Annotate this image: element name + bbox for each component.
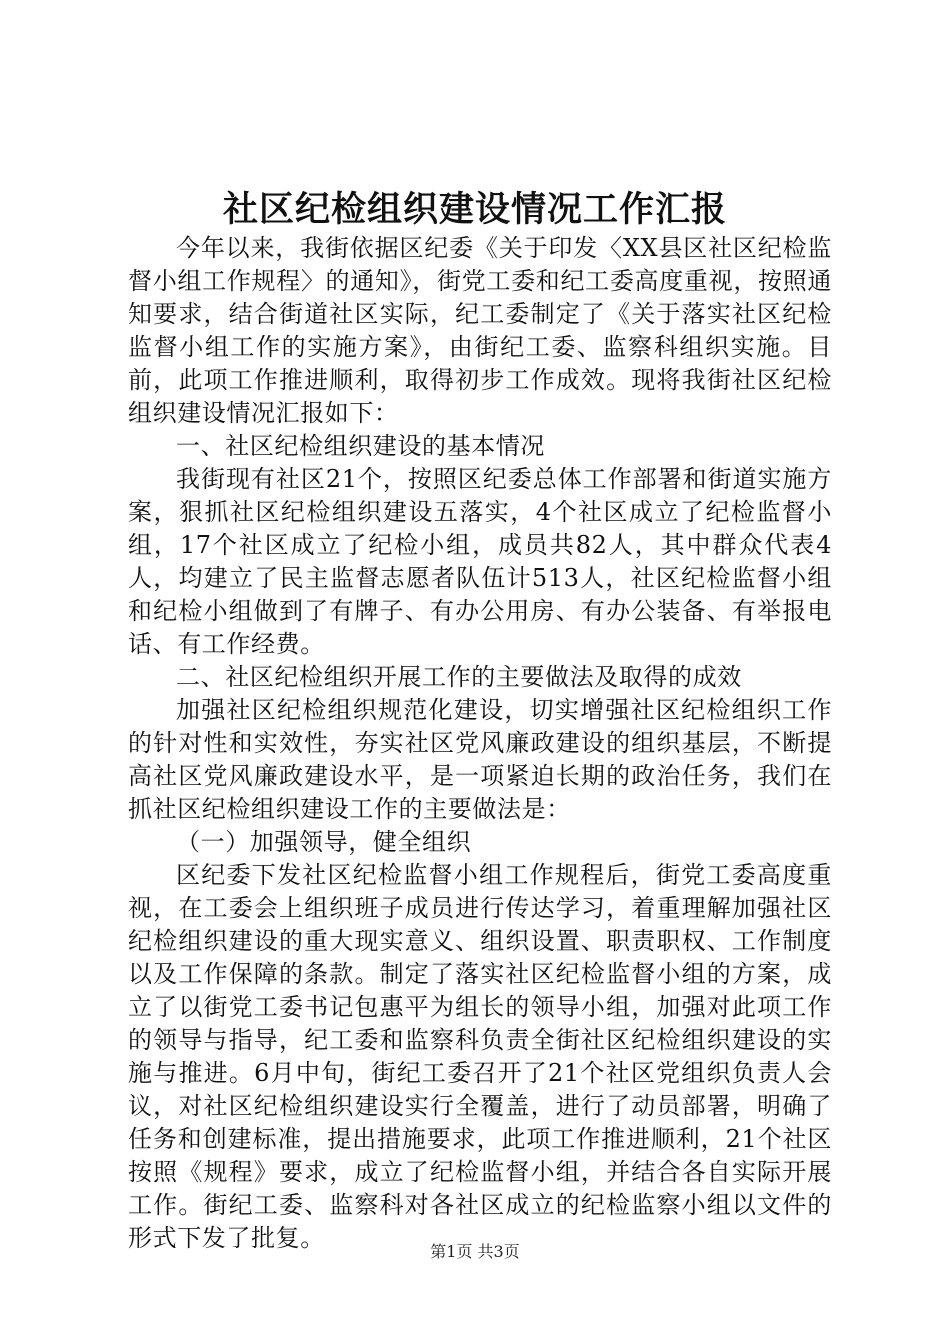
document-title: 社区纪检组织建设情况工作汇报 <box>222 189 727 230</box>
paragraph-basic-situation: 我街现有社区21个，按照区纪委总体工作部署和街道实施方案，狠抓社区纪检组织建设五落实，4个社区成立了纪检监督小组，17个社区成立了纪检小组，成员共82人，其中群众代表4人，均建立了民主监督志愿者队伍计513人，社区纪检监督小组和纪检小组做到了有牌子、有办公用房、有办公装备、有举报电话、有工作经费。 <box>128 465 832 658</box>
section-heading-1: 一、社区纪检组织建设的基本情况 <box>176 432 545 460</box>
document-body <box>128 232 832 1255</box>
paragraph-leadership: 区纪委下发社区纪检监督小组工作规程后，街党工委高度重视，在工委会上组织班子成员进行传达学习，着重理解加强社区纪检组织建设的重大现实意义、组织设置、职责职权、工作制度以及工作保障的条款。制定了落实社区纪检监督小组的方案，成立了以街党工委书记包惠平为组长的领导小组，加强对此项工作的领导与指导，纪工委和监察科负责全街社区纪检组织建设的实施与推进。6月中旬，街纪工委召开了21个社区党组织负责人会议，对社区纪检组织建设实行全覆盖，进行了动员部署，明确了任务和创建标准，提出措施要求，此项工作推进顺利，21个社区按照《规程》要求，成立了纪检监督小组，并结合各自实际开展工作。街纪工委、监察科对各社区成立的纪检监察小组以文件的形式下发了批复。 <box>128 861 832 1252</box>
page-number-footer: 第1页 共3页 <box>430 1242 520 1261</box>
section-heading-2: 二、社区纪检组织开展工作的主要做法及取得的成效 <box>176 663 742 691</box>
paragraph-intro: 今年以来，我街依据区纪委《关于印发〈XX县区社区纪检监督小组工作规程〉的通知》，街党工委和纪工委高度重视，按照通知要求，结合街道社区实际，纪工委制定了《关于落实社区纪检监督小组工作的实施方案》，由街纪工委、监察科组织实施。目前，此项工作推进顺利，取得初步工作成效。现将我街社区纪检组织建设情况汇报如下： <box>128 234 832 427</box>
subsection-heading-1: （一）加强领导，健全组织 <box>176 828 472 856</box>
paragraph-main-practices: 加强社区纪检组织规范化建设，切实增强社区纪检组织工作的针对性和实效性，夯实社区党风廉政建设的组织基层，不断提高社区党风廉政建设水平，是一项紧迫长期的政治任务，我们在抓社区纪检组织建设工作的主要做法是： <box>128 696 832 823</box>
